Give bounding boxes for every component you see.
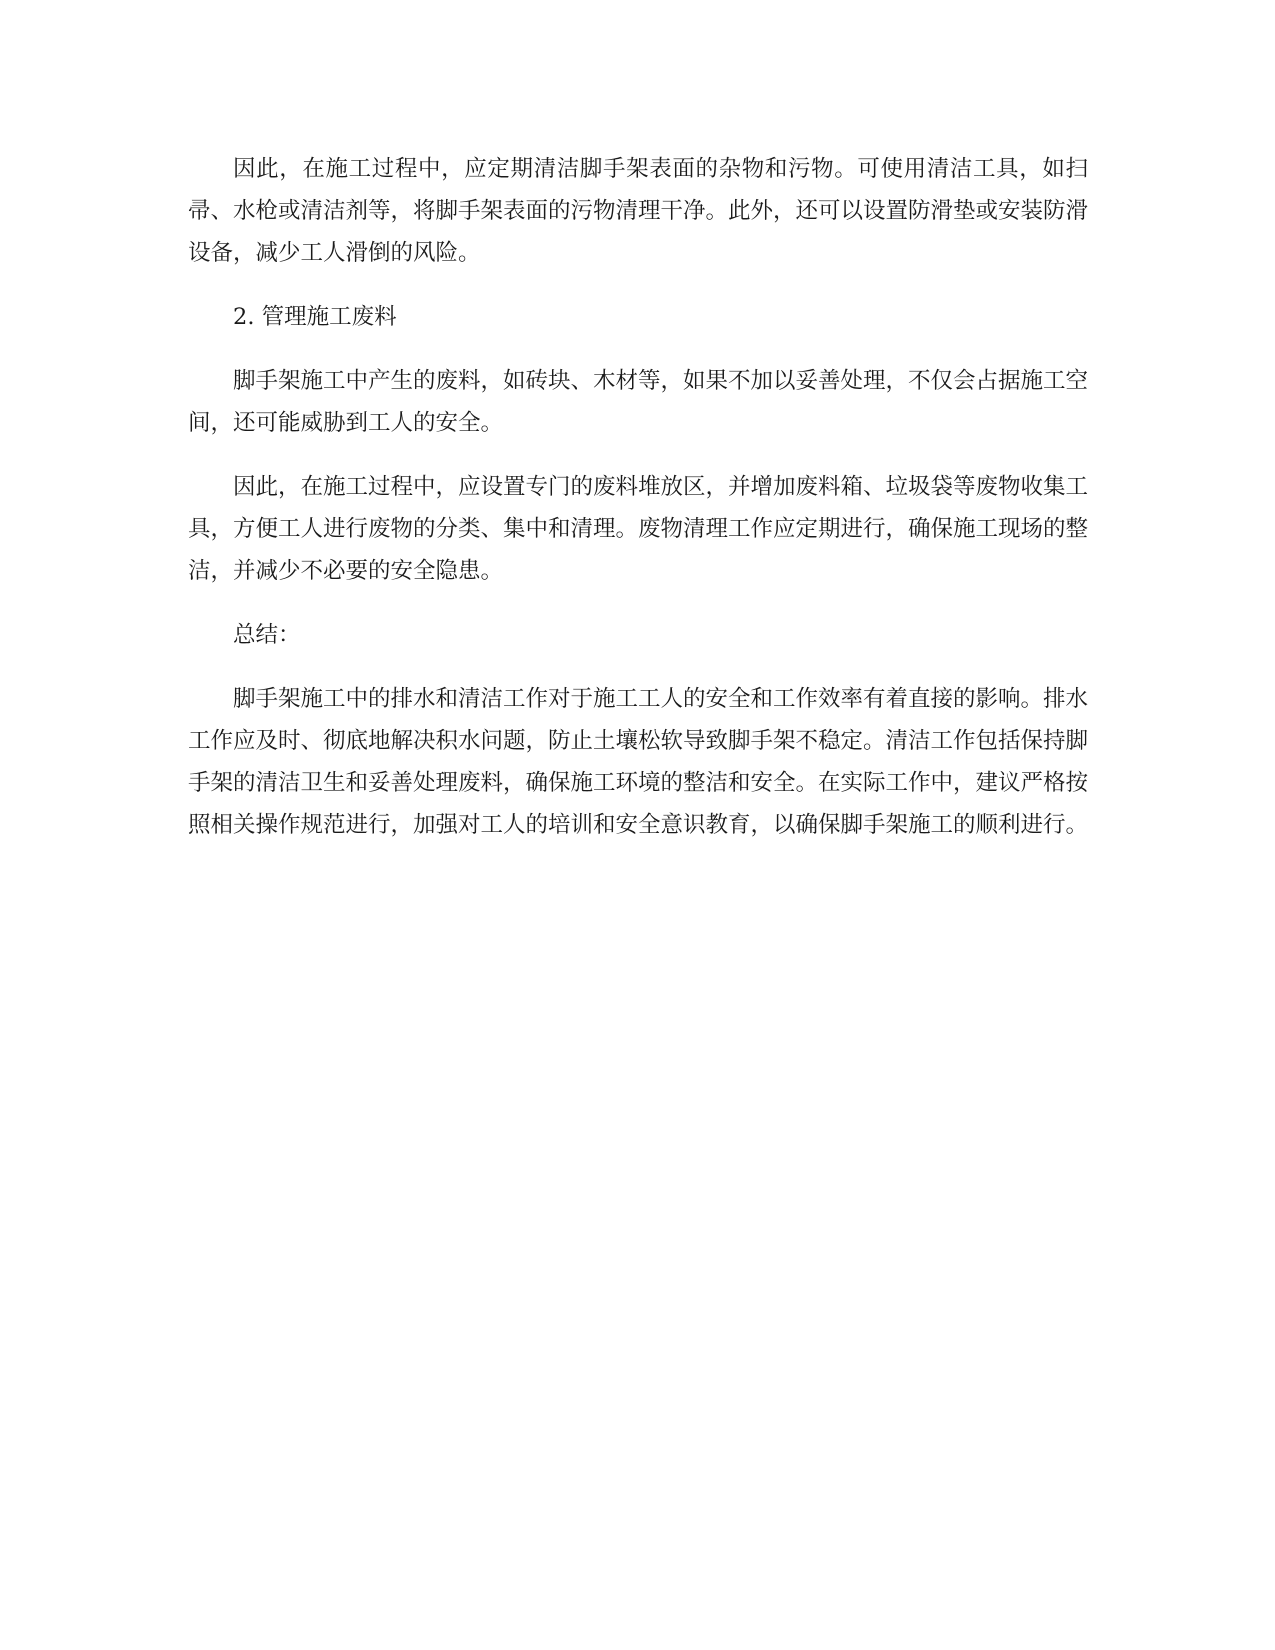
paragraph-waste-problem: 脚手架施工中产生的废料，如砖块、木材等，如果不加以妥善处理，不仅会占据施工空间，还可能威胁到工人的安全。 [188,368,1089,436]
paragraph-cleaning-methods: 因此，在施工过程中，应定期清洁脚手架表面的杂物和污物。可使用清洁工具，如扫帚、水枪或清洁剂等，将脚手架表面的污物清理干净。此外，还可以设置防滑垫或安装防滑设备，减少工人滑倒的风险。 [188,156,1089,266]
section-heading-summary: 总结： [233,622,301,648]
section-heading-waste-management: 2. 管理施工废料 [233,304,397,330]
paragraph-waste-solution: 因此，在施工过程中，应设置专门的废料堆放区，并增加废料箱、垃圾袋等废物收集工具，方便工人进行废物的分类、集中和清理。废物清理工作应定期进行，确保施工现场的整洁，并减少不必要的安全隐患。 [188,474,1089,584]
document-body [188,148,1088,868]
paragraph-summary: 脚手架施工中的排水和清洁工作对于施工工人的安全和工作效率有着直接的影响。排水工作应及时、彻底地解决积水问题，防止土壤松软导致脚手架不稳定。清洁工作包括保持脚手架的清洁卫生和妥善处理废料，确保施工环境的整洁和安全。在实际工作中，建议严格按照相关操作规范进行，加强对工人的培训和安全意识教育，以确保脚手架施工的顺利进行。 [188,686,1089,838]
